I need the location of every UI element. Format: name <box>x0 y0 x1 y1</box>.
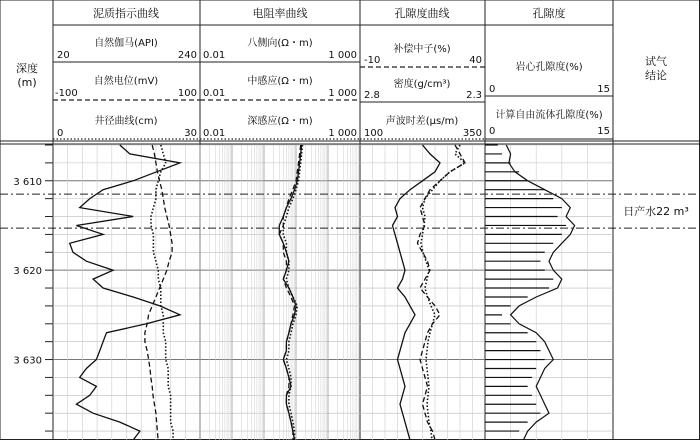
test-result-text: 日产水22 m³ <box>623 205 689 219</box>
curve-min-ilm: 0.01 <box>203 88 226 99</box>
curve-name-core: 岩心孔隙度(%) <box>515 62 583 73</box>
curve-name-ll8: 八侧向(Ω・m) <box>247 38 313 49</box>
curve-min-cal: 0 <box>57 128 64 139</box>
curve-max-core: 15 <box>597 84 610 95</box>
curve-min-den: 2.8 <box>364 90 380 101</box>
track-title-test-line1: 试气 <box>645 55 667 68</box>
depth-tick-label: 3 620 <box>13 266 42 278</box>
curve-name-ffp: 计算自由流体孔隙度(%) <box>495 110 603 121</box>
track-title-porosity: 孔隙度 <box>532 7 566 20</box>
track-title-porosity-curves: 孔隙度曲线 <box>394 7 450 20</box>
depth-tick-label: 3 630 <box>13 355 42 367</box>
curve-min-core: 0 <box>489 84 496 95</box>
curve-max-ffp: 15 <box>597 126 610 137</box>
curve-max-gr: 240 <box>177 50 197 61</box>
curve-max-cnl: 40 <box>469 55 482 66</box>
curve-max-ilm: 1 000 <box>328 88 357 99</box>
curve-min-ild: 0.01 <box>203 128 226 139</box>
curve-name-ilm: 中感应(Ω・m) <box>247 76 313 87</box>
curve-max-ac: 350 <box>462 128 482 139</box>
curve-name-sp: 自然电位(mV) <box>93 76 159 87</box>
depth-axis-unit: (m) <box>17 76 37 89</box>
curve-max-ll8: 1 000 <box>328 50 357 61</box>
curve-max-ild: 1 000 <box>328 128 357 139</box>
curve-min-ffp: 0 <box>489 126 496 137</box>
curve-min-sp: -100 <box>55 88 78 99</box>
track-title-shale: 泥质指示曲线 <box>93 7 159 20</box>
curve-name-cnl: 补偿中子(%) <box>393 44 451 55</box>
curve-min-ac: 100 <box>364 128 384 139</box>
curve-name-den: 密度(g/cm³) <box>393 79 451 90</box>
curve-name-ac: 声波时差(μs/m) <box>385 116 459 127</box>
curve-max-sp: 100 <box>177 88 197 99</box>
curve-name-ild: 深感应(Ω・m) <box>247 116 313 127</box>
curve-max-den: 2.3 <box>466 90 482 101</box>
track-title-test-line2: 结论 <box>645 69 667 82</box>
depth-tick-label: 3 610 <box>13 176 42 188</box>
curve-max-cal: 30 <box>184 128 197 139</box>
curve-name-gr: 自然伽马(API) <box>94 38 158 49</box>
curve-min-cnl: -10 <box>364 55 381 66</box>
curve-min-gr: 20 <box>57 50 70 61</box>
track-title-resistivity: 电阻率曲线 <box>252 7 308 20</box>
curve-min-ll8: 0.01 <box>203 50 226 61</box>
depth-axis-label: 深度 <box>16 62 38 75</box>
curve-name-cal: 井径曲线(cm) <box>94 116 158 127</box>
